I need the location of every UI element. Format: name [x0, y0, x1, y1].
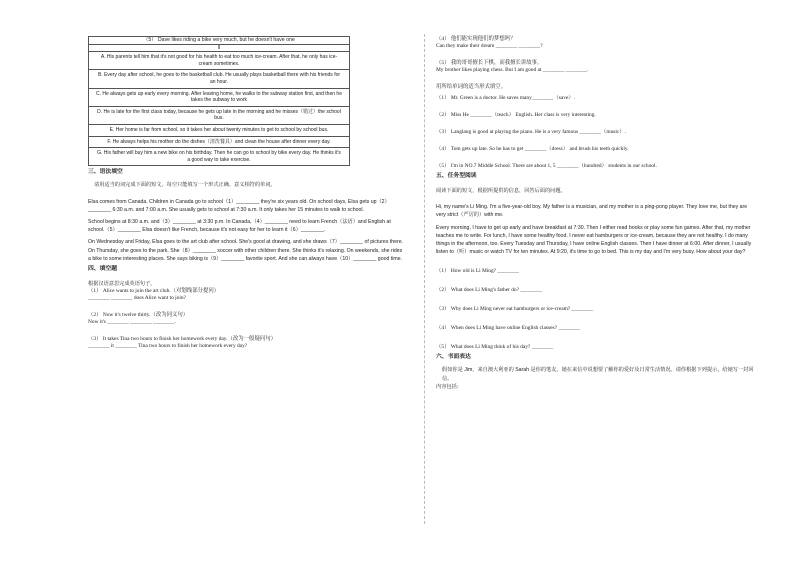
section-4-q3a: （3） It takes Tina two hours to finish her homework every day.（改为一般疑问句）	[88, 336, 277, 343]
reading-question-2: （2） What does Li Ming's father do? ________	[436, 287, 542, 294]
fill-instruction: 用所给单词的适当形式填空。	[436, 84, 507, 90]
section-6-line1: 假如你是 Jim，来自澳大利亚的 Sarah 是你的笔友，她在来信中说想要了解你的爱好及日常生活情况。请你根据下列提示，给她写一封回信。	[442, 367, 754, 382]
section-6-line2: 内容包括：	[436, 383, 462, 390]
reading-question-1: （1） How old is Li Ming? ________	[436, 268, 519, 275]
q4-answer-line: Can they make their dream ________ ________?	[436, 43, 543, 49]
table-header: II	[89, 44, 350, 52]
section-3-para1: Elsa comes from Canada. Children in Canada go to school（1）________ they're six years old. On school days, Elsa gets up（2）________ 6:30 a.m. and 7:00 a.m. She usually gets to school at 7:30 a.m. It only takes her 15 minutes to walk to school.	[88, 198, 390, 213]
option-c: C. He always gets up early every morning. After leaving home, he walks to the subway station first, and then he takes the subway to work	[89, 88, 350, 106]
fill-3: （3） Langlang is good at playing the piano. He is a very famous ________（music）.	[436, 129, 626, 135]
section-4-q1b: ________ ________ does Alice want to join?	[88, 295, 186, 302]
fill-4: （4） Tom gets up late. So he has to get ________（dress） and brush his teeth quickly.	[436, 146, 629, 152]
section-5-para1: Hi, my name's Li Ming. I'm a five-year-old boy. My father is a musician, and my mother is a ping-pong player. They love me, but they are very strict（严厉的）with me.	[436, 204, 748, 219]
section-5-instruction: 阅读下面的短文，根据所提供的信息，回答后面的问题。	[436, 188, 566, 194]
option-b: B. Every day after school, he goes to the basketball club. He usually plays basketball there with his friends for an hour.	[89, 70, 350, 88]
section-4-q2a: （2） Now it's twelve thirty.（改为同义句）	[88, 312, 189, 319]
section-4-title: 四、填空题	[88, 265, 117, 272]
section-5-title: 五、任务型阅读	[436, 173, 477, 179]
section-4-q2b: Now it's ________ ________ ________.	[88, 319, 176, 326]
option-e: E. Her home is far from school, so it takes her about twenty minutes to get to school by school bus.	[89, 124, 350, 136]
matching-table	[88, 36, 350, 166]
fill-1: （1） Mr. Green is a doctor. He saves many________（save）.	[436, 95, 576, 101]
section-6-title: 六、书面表达	[436, 354, 471, 361]
option-d: D. He is late for the first class today, because he gets up late in the morning and he misses（错过）the school bus.	[89, 106, 350, 124]
table-row-5: （5） Dave likes riding a bike very much, but he doesn't have one	[89, 37, 350, 45]
fill-5: （5） I'm in NO.7 Middle School. There are about 1, 5 ________（hundred） students in our school.	[436, 163, 657, 169]
column-divider	[424, 34, 425, 524]
q5-prompt: （5） 我的哥哥擅长下棋，而我擅长讲故事。	[436, 60, 543, 66]
section-4-instruction: 根据汉语意思完成英语句子。	[88, 280, 156, 287]
left-column	[88, 36, 406, 350]
section-4-q3b: ________ it ________ Tina two hours to finish her homework every day?	[88, 343, 248, 350]
section-5-para2: Every morning, I have to get up early and have breakfast at 7:30. Then I either read books or play some fun games. After that, my mother teaches me to write. For lunch, I have some healthy food. I never eat hamburgers or ice-cream, because they are not healthy. I do many things in the afternoon, too. Every Tuesday and Thursday, I have online English classes. Then I have dinner at 6:00. After dinner, I usually listen to（听）music or watch TV for ten minutes. At 9:20, it's time to go to bed. This is my day and I'm very busy. How about your day?	[436, 224, 752, 256]
section-4-q1a: （1） Alice wants to join the art club.（对划线部分提问）	[88, 288, 220, 295]
reading-question-5: （5） What does Li Ming think of his day? ________	[436, 344, 554, 351]
right-column	[436, 36, 758, 391]
option-a: A. His parents tell him that it's not good for his health to eat too much ice-cream. After that, he only has ice-cream sometimes.	[89, 52, 350, 70]
reading-question-3: （3） Why does Li Ming never eat hamburgers or ice-cream? ________	[436, 306, 594, 313]
q4-prompt: （4） 他们能实现他们的梦想吗？	[436, 36, 516, 42]
option-g: G. His father will buy him a new bike on his birthday. Then he can go to school by bike every day. He thinks it's a good way to take exercise.	[89, 148, 350, 166]
section-3-para3: On Wednesday and Friday, Elsa goes to the art club after school. She's good at drawing, and she draws（7）________ of pictures there. On Thursday, she goes to the park. She（8）________ soccer with other children there. She thinks it's relaxing. On weekends, she rides a bike to some interesting places. She says biking is（9）________ favorite sport. And she can always have（10）________ good time.	[88, 239, 404, 262]
section-3-title: 三、语法填空	[88, 169, 123, 176]
option-f: F. He always helps his mother do the dishes（清洗餐具）and clean the house after dinner every day.	[89, 136, 350, 148]
fill-2: （2） Miss He ________（teach） English. Her class is very interesting.	[436, 112, 596, 118]
q5-answer-line: My brother likes playing chess. But I am good at ________ ________.	[436, 67, 589, 73]
section-3-instruction: 请用适当的词完成下面的短文，每空只能填写一个形式正确、意义相符的单词。	[94, 182, 276, 189]
reading-question-4: （4） When does Li Ming have online English classes? ________	[436, 325, 580, 332]
section-3-para2: School begins at 8:30 a.m. and（3）________ at 3:30 p.m. In Canada,（4）________ need to learn French（法语）and English at school.（5）________ Elsa doesn't like French, because it's not easy for her to learn it（6）________.	[88, 218, 391, 234]
